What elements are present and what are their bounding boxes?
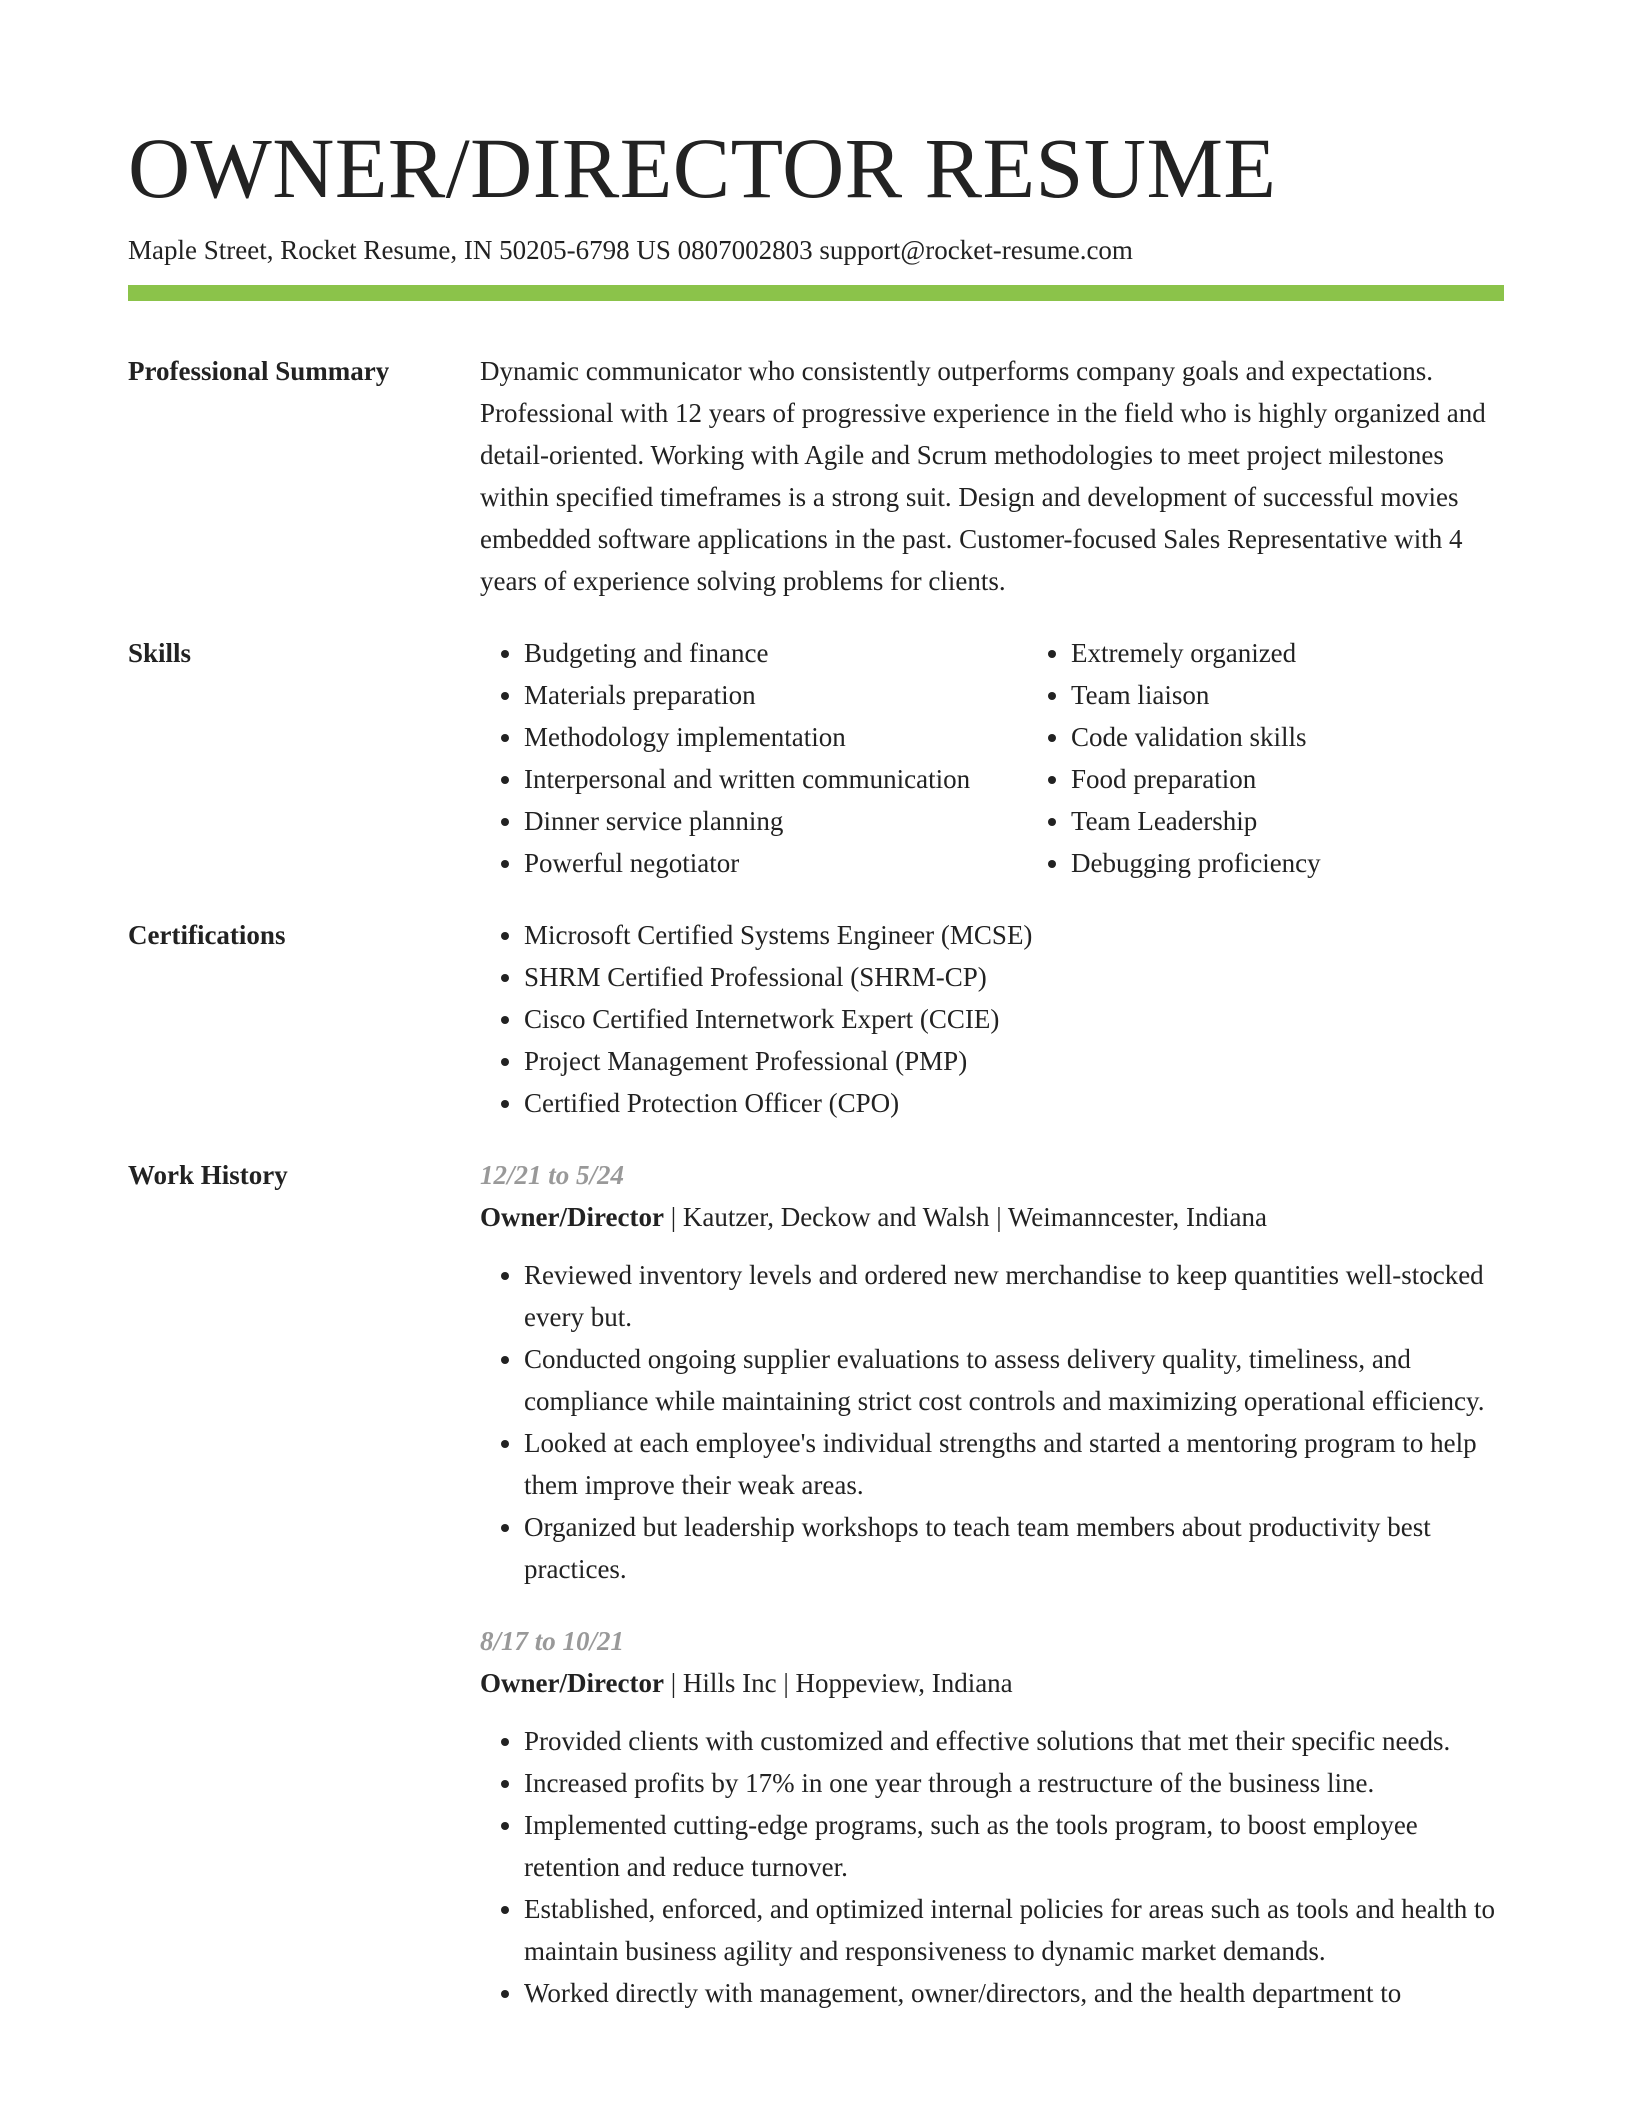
contact-line: Maple Street, Rocket Resume, IN 50205-6798 US 0807002803 support@rocket-resume.com <box>128 235 1133 265</box>
job-bullet: • Provided clients with customized and effective solutions that met their specific needs. <box>524 1720 1504 1762</box>
skill-item: • Debugging proficiency <box>1071 842 1504 884</box>
job-title: Owner/Director <box>480 1668 664 1698</box>
job-bullet: • Looked at each employee's individual strengths and started a mentoring program to help them improve their weak areas. <box>524 1422 1504 1506</box>
job-details: | Hills Inc | Hoppeview, Indiana <box>663 1668 1013 1698</box>
job-bullet: • Increased profits by 17% in one year through a restructure of the business line. <box>524 1762 1504 1804</box>
job-bullet: • Worked directly with management, owner/directors, and the health department to <box>524 1972 1504 2014</box>
section-label-summary: Professional Summary <box>128 356 390 386</box>
resume-title: OWNER/DIRECTOR RESUME <box>128 120 1277 216</box>
certification-item: • Project Management Professional (PMP) <box>524 1040 1504 1082</box>
skill-item: • Team liaison <box>1071 674 1504 716</box>
skill-item: • Materials preparation <box>524 674 1027 716</box>
skill-item: • Food preparation <box>1071 758 1504 800</box>
job-bullet: • Organized but leadership workshops to teach team members about productivity best practices. <box>524 1506 1504 1590</box>
certifications-section <box>128 914 1504 1124</box>
job-bullet: • Conducted ongoing supplier evaluations to assess delivery quality, timeliness, and compliance while maintaining strict cost controls and maximizing operational efficiency. <box>524 1338 1504 1422</box>
job-bullets <box>480 1720 1504 2014</box>
job-bullet: • Reviewed inventory levels and ordered new merchandise to keep quantities well-stocked every but. <box>524 1254 1504 1338</box>
skills-list-right <box>1027 632 1504 884</box>
skill-item: • Code validation skills <box>1071 716 1504 758</box>
skill-item: • Budgeting and finance <box>524 632 1027 674</box>
summary-section <box>128 350 1504 602</box>
work-history-body <box>480 1154 1504 2044</box>
job-bullet: • Established, enforced, and optimized internal policies for areas such as tools and health to maintain business agility and responsiveness to dynamic market demands. <box>524 1888 1504 1972</box>
section-label-skills: Skills <box>128 638 192 668</box>
job-title-line <box>480 1196 1504 1238</box>
skills-section <box>128 632 1504 884</box>
certification-item: • Cisco Certified Internetwork Expert (CCIE) <box>524 998 1504 1040</box>
job-details: | Kautzer, Deckow and Walsh | Weimanncester, Indiana <box>663 1202 1268 1232</box>
summary-body <box>480 350 1504 602</box>
job-title: Owner/Director <box>480 1202 664 1232</box>
skills-body <box>480 632 1504 884</box>
job-dates: 12/21 to 5/24 <box>480 1160 625 1190</box>
job-bullet: • Implemented cutting-edge programs, such as the tools program, to boost employee retention and reduce turnover. <box>524 1804 1504 1888</box>
certification-item: • Certified Protection Officer (CPO) <box>524 1082 1504 1124</box>
accent-divider <box>128 285 1504 301</box>
certifications-body <box>480 914 1504 1124</box>
skill-item: • Methodology implementation <box>524 716 1027 758</box>
section-label-certifications: Certifications <box>128 920 286 950</box>
job-bullets <box>480 1254 1504 1590</box>
skills-list-left <box>480 632 1027 884</box>
summary-text: Dynamic communicator who consistently outperforms company goals and expectations. Professional with 12 years of progressive experience in the field who is highly organized and detail-oriented. Working with Agile and Scrum methodologies to meet project milestones within specified timeframes is a strong suit. Design and development of successful movies embedded software applications in the past. Customer-focused Sales Representative with 4 years of experience solving problems for clients. <box>480 356 1486 596</box>
skill-item: • Team Leadership <box>1071 800 1504 842</box>
skill-item: • Dinner service planning <box>524 800 1027 842</box>
job-entry <box>480 1154 1504 1590</box>
certification-item: • SHRM Certified Professional (SHRM-CP) <box>524 956 1504 998</box>
certifications-list <box>480 914 1504 1124</box>
certification-item: • Microsoft Certified Systems Engineer (MCSE) <box>524 914 1504 956</box>
work-history-section <box>128 1154 1504 2044</box>
job-entry <box>480 1620 1504 2014</box>
section-label-work-history: Work History <box>128 1160 288 1190</box>
resume-content <box>128 350 1504 2074</box>
skill-item: • Extremely organized <box>1071 632 1504 674</box>
job-dates: 8/17 to 10/21 <box>480 1626 625 1656</box>
job-title-line <box>480 1662 1504 1704</box>
skill-item: • Interpersonal and written communication <box>524 758 1027 800</box>
skill-item: • Powerful negotiator <box>524 842 1027 884</box>
